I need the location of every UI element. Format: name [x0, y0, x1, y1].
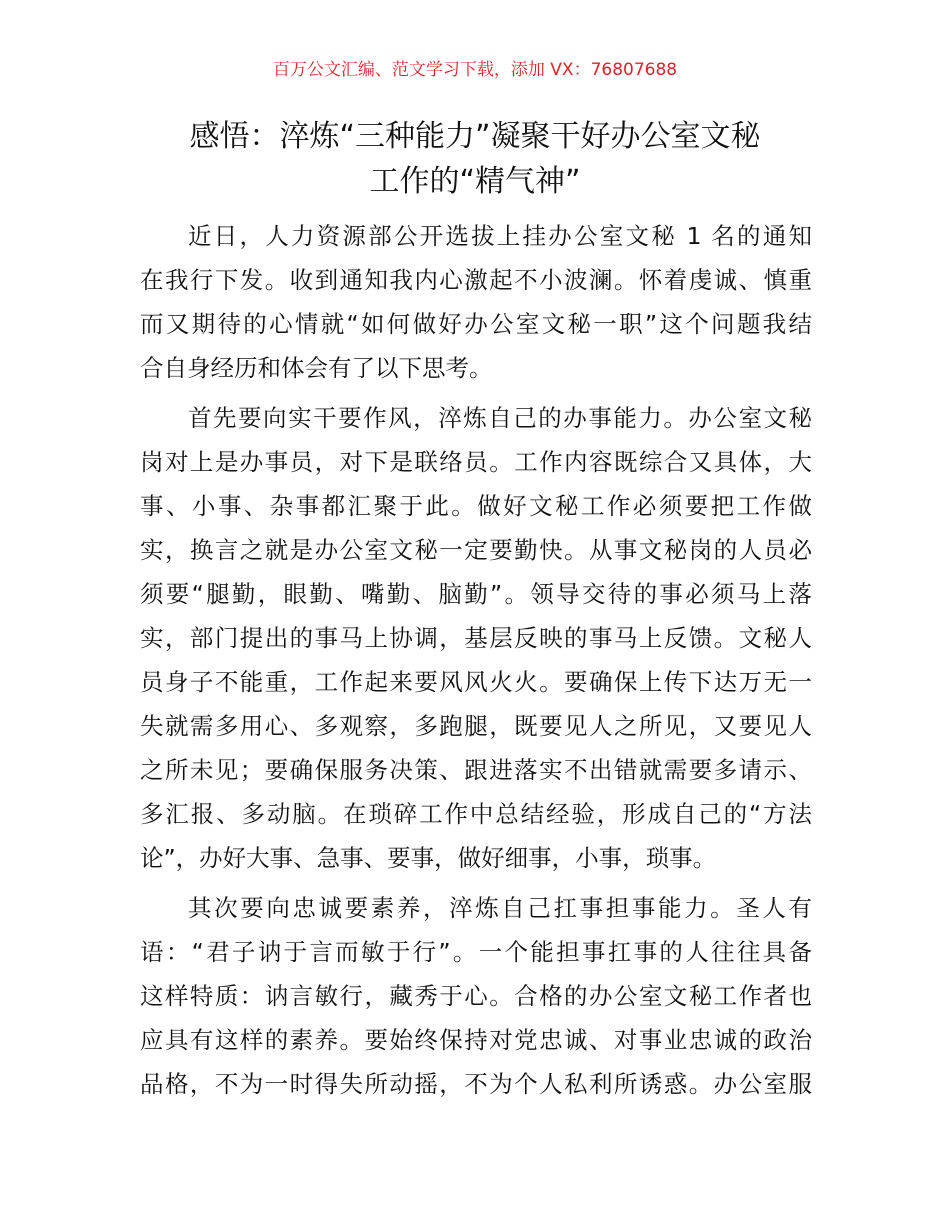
paragraph-line: 实，换言之就是办公室文秘一定要勤快。从事文秘岗的人员必: [140, 536, 812, 564]
paragraph: [140, 214, 812, 390]
paragraph-line: 这样特质：讷言敏行，藏秀于心。合格的办公室文秘工作者也: [140, 982, 812, 1010]
paragraph-line: 近日，人力资源部公开选拔上挂办公室文秘 1 名的通知: [188, 222, 812, 250]
paragraph: [140, 886, 812, 1106]
paragraph-line: 合自身经历和体会有了以下思考。: [140, 354, 493, 382]
paragraph-line: 须要“腿勤，眼勤、嘴勤、脑勤”。领导交待的事必须马上落: [140, 580, 812, 608]
paragraph-line: 实，部门提出的事马上协调，基层反映的事马上反馈。文秘人: [140, 624, 812, 652]
paragraph-line: 失就需多用心、多观察，多跑腿，既要见人之所见，又要见人: [140, 712, 812, 740]
paragraph-line: 品格，不为一时得失所动摇，不为个人私利所诱惑。办公室服: [140, 1070, 812, 1098]
paragraph-line: 应具有这样的素养。要始终保持对党忠诚、对事业忠诚的政治: [140, 1026, 812, 1054]
paragraph-line: 事、小事、杂事都汇聚于此。做好文秘工作必须要把工作做: [140, 492, 812, 520]
watermark-header: 百万公文汇编、范文学习下载，添加 VX：76807688: [272, 60, 678, 80]
paragraph-line: 多汇报、多动脑。在琐碎工作中总结经验，形成自己的“方法: [140, 800, 812, 828]
document-title: [130, 114, 820, 204]
paragraph-line: 其次要向忠诚要素养，淬炼自己扛事担事能力。圣人有: [188, 894, 812, 922]
paragraph-line: 之所未见；要确保服务决策、跟进落实不出错就需要多请示、: [140, 756, 812, 784]
paragraph-line: 岗对上是办事员，对下是联络员。工作内容既综合又具体，大: [140, 448, 812, 476]
paragraph-line: 员身子不能重，工作起来要风风火火。要确保上传下达万无一: [140, 668, 812, 696]
document-body: [140, 214, 812, 1112]
title-line: 感悟：淬炼“三种能力”凝聚干好办公室文秘: [189, 119, 761, 154]
paragraph-line: 语：“君子讷于言而敏于行”。一个能担事扛事的人往往具备: [140, 938, 812, 966]
paragraph-line: 在我行下发。收到通知我内心激起不小波澜。怀着虔诚、慎重: [140, 266, 812, 294]
paragraph-line: 而又期待的心情就“如何做好办公室文秘一职”这个问题我结: [140, 310, 812, 338]
paragraph-line: 首先要向实干要作风，淬炼自己的办事能力。办公室文秘: [188, 404, 812, 432]
paragraph-line: 论”，办好大事、急事、要事，做好细事，小事，琐事。: [140, 844, 717, 872]
paragraph: [140, 396, 812, 880]
title-line: 工作的“精气神”: [369, 164, 581, 199]
